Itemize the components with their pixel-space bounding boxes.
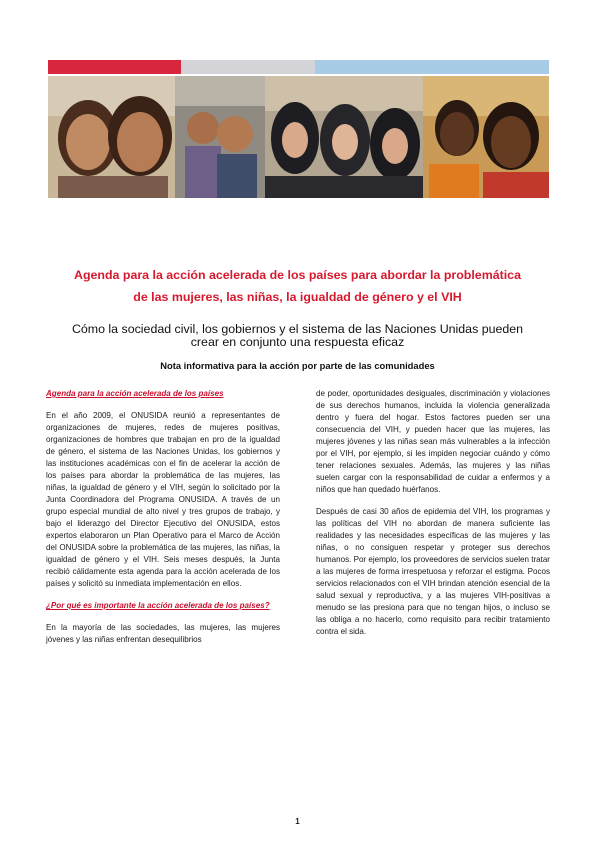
header-bar-red (48, 60, 181, 74)
header-bar-grey (181, 60, 315, 74)
header-photo-strip (48, 76, 549, 198)
title-line-1: Agenda para la acción acelerada de los países para abordar la problemática (74, 268, 521, 282)
paragraph-why-continued: de poder, oportunidades desiguales, discriminación y violaciones de sus derechos humanos, incluida la violencia generalizada dentro y fuera del hogar. Estos factores pueden ser una consecuencia del VIH, y pueden hacer que las mujeres, las mujeres jóvenes y las niñas sean más vulnerables a la infección por el VIH, por ejemplo, si les impiden negociar cuándo y cómo tener relaciones sexuales. Además, las mujeres y las niñas suelen cargar con la responsabilidad de cuidar a enfermos y a niños que han quedado huérfanos. (316, 389, 550, 494)
subtitle-line-1: Cómo la sociedad civil, los gobiernos y el sistema de las Naciones Unidas pueden (71, 322, 524, 336)
left-column (46, 388, 280, 656)
note-heading: Nota informativa para la acción por parte de las comunidades (160, 360, 435, 371)
photo-two-girls (48, 76, 175, 198)
photo-african-women (423, 76, 549, 198)
document-title (40, 264, 555, 308)
document-subtitle (40, 323, 555, 349)
title-line-2: de las mujeres, las niñas, la igualdad de género y el VIH (133, 290, 462, 304)
section-heading-why: ¿Por qué es importante la acción acelerada de los países? (46, 601, 270, 610)
paragraph-epidemic: Después de casi 30 años de epidemia del VIH, los programas y las políticas del VIH no abordan de manera suficiente las realidades y las necesidades específicas de las mujeres y las niñas, o no consiguen respetar y proteger sus derechos humanos. Por ejemplo, los proveedores de servicios suelen tratar a las mujeres de forma irrespetuosa y reforzar el estigma. Pocos servicios relacionados con el VIH brindan atención esencial de la salud sexual y reproductiva, y a las mujeres VIH-positivas a menudo se las presiona para que no tengan hijos, o incluso se las obliga a no hacerlo, como requisito para recibir tratamiento contra el sida. (316, 507, 550, 636)
photo-boys (175, 76, 265, 198)
page-number: 1 (295, 817, 300, 826)
subtitle-line-2: crear en conjunto una respuesta eficaz (190, 335, 405, 349)
section-heading-agenda: Agenda para la acción acelerada de los países (46, 389, 224, 398)
photo-women-hijab (265, 76, 423, 198)
header-bar-blue (315, 60, 549, 74)
right-column (316, 388, 550, 648)
paragraph-why-start: En la mayoría de las sociedades, las mujeres, las mujeres jóvenes y las niñas enfrentan desequilibrios (46, 623, 280, 644)
paragraph-agenda: En el año 2009, el ONUSIDA reunió a representantes de organizaciones de mujeres, redes de mujeres positivas, organizaciones de hombres que trabajan en pro de la igualdad de género, el sistema de las Naciones Unidas, los gobiernos y las instituciones académicas con el fin de acelerar la acción de los países para abordar la problemática de las mujeres, las niñas, la igualdad de género y el VIH, según lo solicitado por la Junta Coordinadora del Programa ONUSIDA. A través de un grupo especial mundial de alto nivel y tres grupos de trabajo, y bajo el liderazgo del Director Ejecutivo del ONUSIDA, estos expertos elaboraron un Plan Operativo para el Marco de Acción del ONUSIDA sobre la problemática de las mujeres, las niñas, la igualdad de género y el VIH. Seis meses después, la Junta recibió cálidamente esta agenda para la acción acelerada de los países y solicitó su inmediata implementación en ellos. (46, 411, 280, 588)
